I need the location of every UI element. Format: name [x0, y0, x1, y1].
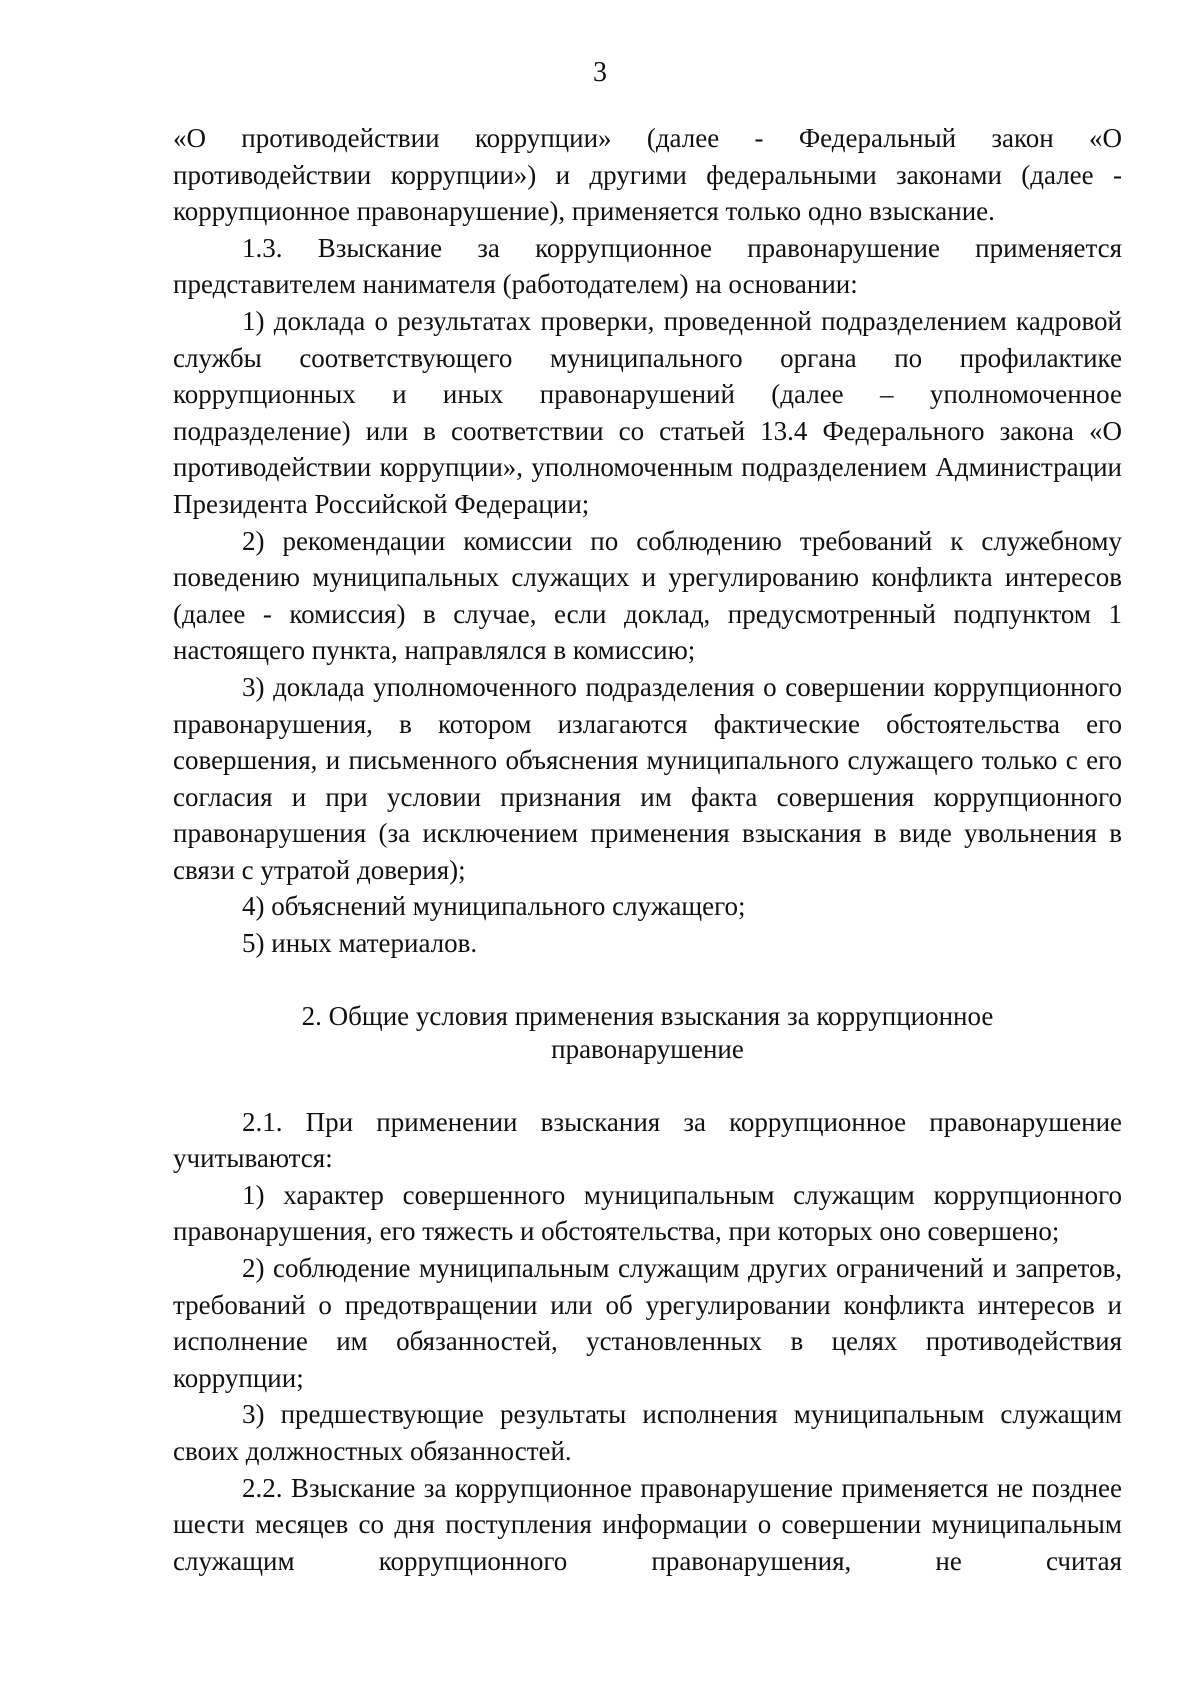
paragraph: 1.3. Взыскание за коррупционное правонарушение применяется представителем нанимателя (работодателем) на основании: [173, 232, 1122, 300]
paragraph: 2) рекомендации комиссии по соблюдению требований к служебному поведению муниципальных служащих и урегулированию конфликта интересов (далее - комиссия) в случае, если доклад, предусмотренный подпунктом 1 настоящего пункта, направлялся в комиссию; [173, 525, 1122, 666]
paragraph: 3) доклада уполномоченного подразделения о совершении коррупционного правонарушения, в котором излагаются фактические обстоятельства его совершения, и письменного объяснения муниципального служащего только с его согласия и при условии признания им факта совершения коррупционного правонарушения (за исключением применения взыскания в виде увольнения в связи с утратой доверия); [173, 671, 1122, 885]
paragraph-group-bottom [173, 1104, 1122, 1580]
paragraph: 1) доклада о результатах проверки, проведенной подразделением кадровой службы соответствующего муниципального органа по профилактике коррупционных и иных правонарушений (далее – уполномоченное подразделение) или в соответствии со статьей 13.4 Федерального закона «О противодействии коррупции», уполномоченным подразделением Администрации Президента Российской Федерации; [173, 305, 1122, 519]
paragraph-group-top [173, 120, 1122, 962]
document-body [173, 120, 1122, 1579]
section-heading [173, 1000, 1122, 1066]
section-heading-line-1: 2. Общие условия применения взыскания за коррупционное [301, 1000, 994, 1031]
paragraph: 2.2. Взыскание за коррупционное правонарушение применяется не позднее шести месяцев со дня поступления информации о совершении муниципальным служащим коррупционного правонарушения, не считая [173, 1472, 1122, 1576]
paragraph: 3) предшествующие результаты исполнения муниципальным служащим своих должностных обязанностей. [173, 1399, 1122, 1466]
paragraph: 2.1. При применении взыскания за коррупционное правонарушение учитываются: [173, 1106, 1122, 1174]
paragraph: 5) иных материалов. [242, 928, 478, 959]
paragraph: 1) характер совершенного муниципальным служащим коррупционного правонарушения, его тяжесть и обстоятельства, при которых оно совершено; [173, 1179, 1122, 1247]
page-number: 3 [593, 57, 607, 88]
paragraph: «О противодействии коррупции» (далее - Федеральный закон «О противодействии коррупции») и другими федеральными законами (далее - коррупционное правонарушение), применяется только одно взыскание. [173, 123, 1122, 227]
paragraph: 2) соблюдение муниципальным служащим других ограничений и запретов, требований о предотвращении или об урегулировании конфликта интересов и исполнение им обязанностей, установленных в целях противодействия коррупции; [173, 1253, 1122, 1393]
section-heading-line-2: правонарушение [551, 1033, 744, 1064]
paragraph: 4) объяснений муниципального служащего; [242, 891, 746, 922]
